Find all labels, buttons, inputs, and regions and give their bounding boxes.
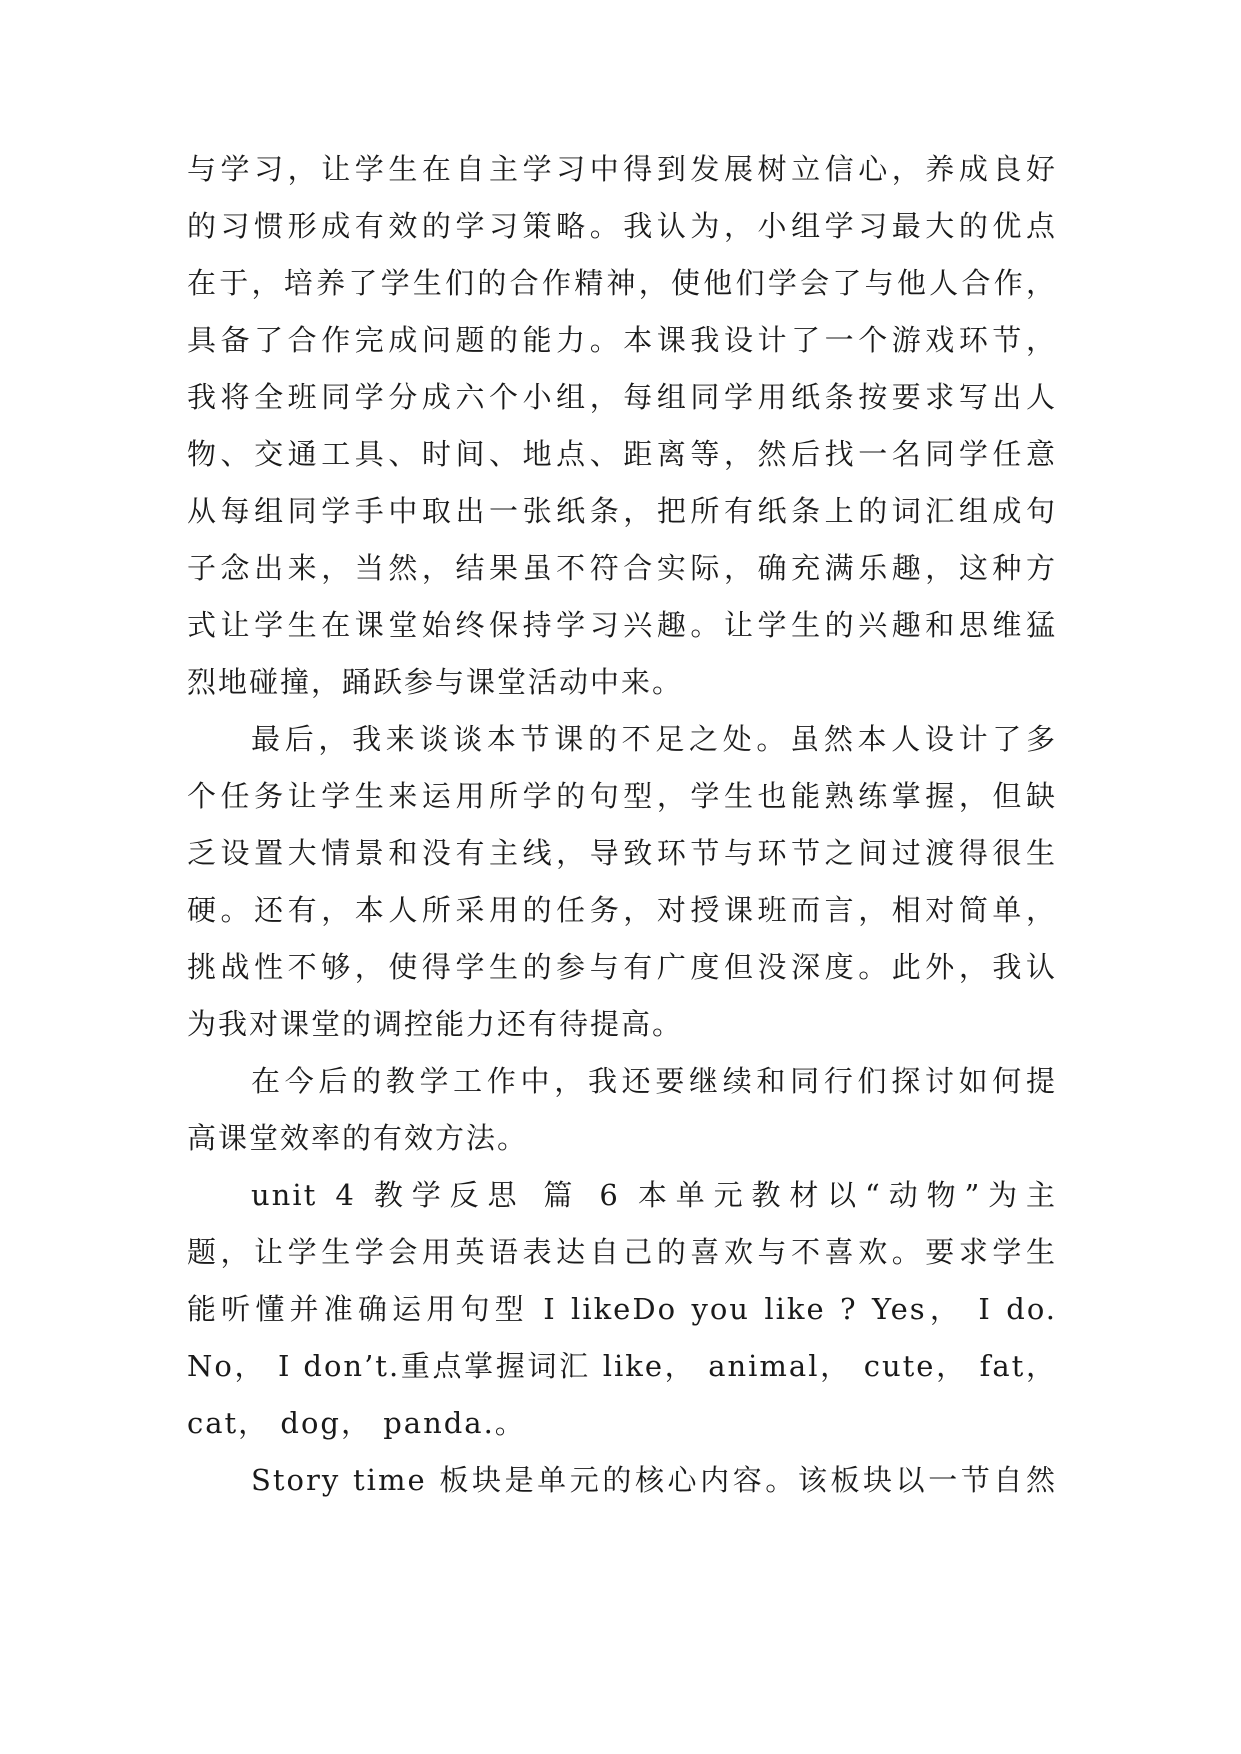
text-line: 题，让学生学会用英语表达自己的喜欢与不喜欢。要求学生 [187, 1235, 1057, 1269]
text-line: 从每组同学手中取出一张纸条，把所有纸条上的词汇组成句 [187, 494, 1057, 528]
text-line: 在于，培养了学生们的合作精神，使他们学会了与他人合作， [187, 266, 1057, 300]
text-line: 与学习，让学生在自主学习中得到发展树立信心，养成良好 [187, 152, 1057, 186]
text-line: No， I don’t.重点掌握词汇 like， animal， cute， fat， [187, 1349, 1057, 1383]
text-line: 物、交通工具、时间、地点、距离等，然后找一名同学任意 [187, 437, 1057, 471]
text-line: 的习惯形成有效的学习策略。我认为，小组学习最大的优点 [187, 209, 1057, 243]
text-line: 硬。还有，本人所采用的任务，对授课班而言，相对简单， [187, 893, 1057, 927]
text-line: 烈地碰撞，踊跃参与课堂活动中来。 [187, 665, 684, 699]
text-line: Story time 板块是单元的核心内容。该板块以一节自然 [251, 1463, 1057, 1497]
text-line: 高课堂效率的有效方法。 [187, 1121, 529, 1155]
text-line: 我将全班同学分成六个小组，每组同学用纸条按要求写出人 [187, 380, 1057, 414]
text-line: 在今后的教学工作中，我还要继续和同行们探讨如何提 [251, 1064, 1057, 1098]
text-line: 式让学生在课堂始终保持学习兴趣。让学生的兴趣和思维猛 [187, 608, 1057, 642]
text-line: 具备了合作完成问题的能力。本课我设计了一个游戏环节， [187, 323, 1057, 357]
text-line: 能听懂并准确运用句型 I likeDo you like ? Yes， I do. [187, 1292, 1057, 1326]
text-line: 挑战性不够，使得学生的参与有广度但没深度。此外，我认 [187, 950, 1057, 984]
text-line: cat， dog， panda.。 [187, 1406, 526, 1440]
text-line: 子念出来，当然，结果虽不符合实际，确充满乐趣，这种方 [187, 551, 1057, 585]
text-line: 个任务让学生来运用所学的句型，学生也能熟练掌握，但缺 [187, 779, 1057, 813]
text-line: 最后，我来谈谈本节课的不足之处。虽然本人设计了多 [251, 722, 1057, 756]
text-line: 为我对课堂的调控能力还有待提高。 [187, 1007, 684, 1041]
text-line: unit 4 教学反思 篇 6 本单元教材以“动物”为主 [251, 1178, 1057, 1212]
text-line: 乏设置大情景和没有主线，导致环节与环节之间过渡得很生 [187, 836, 1057, 870]
